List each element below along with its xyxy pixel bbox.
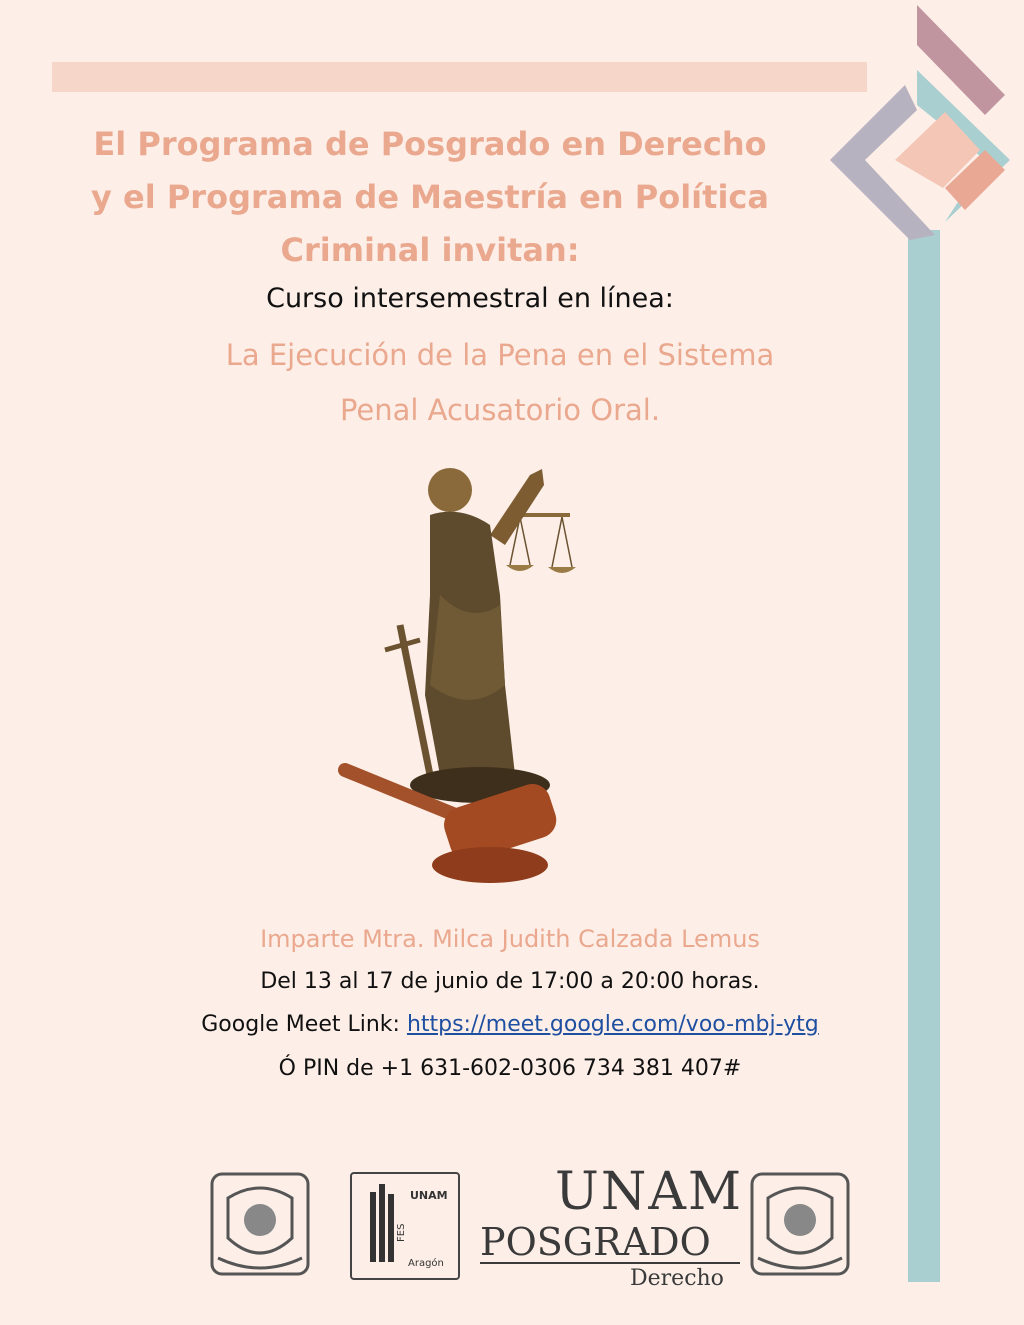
- unam-wordmark: UNAM: [555, 1162, 744, 1222]
- unam-posgrado-logo: [480, 1160, 750, 1300]
- title-line: El Programa de Posgrado en Derecho: [93, 125, 767, 163]
- speaker-line: Imparte Mtra. Milca Judith Calzada Lemus: [260, 925, 760, 953]
- vertical-decorative-bar: [908, 230, 940, 1282]
- invitation-title: [60, 118, 800, 277]
- meet-line: [150, 1012, 870, 1037]
- course-title: [150, 328, 850, 438]
- meet-link[interactable]: https://meet.google.com/voo-mbj-ytg: [406, 1012, 819, 1037]
- geometric-decoration: [825, 0, 1024, 240]
- title-line: Criminal invitan:: [280, 231, 580, 269]
- title-line: y el Programa de Maestría en Política: [91, 178, 769, 216]
- course-type: Curso intersemestral en línea:: [266, 283, 674, 314]
- dates-line: Del 13 al 17 de junio de 17:00 a 20:00 horas.: [260, 969, 760, 994]
- derecho-wordmark: Derecho: [630, 1266, 724, 1291]
- meet-label: Google Meet Link:: [201, 1012, 407, 1037]
- posgrado-wordmark: POSGRADO: [480, 1220, 711, 1264]
- fes-aragon-text: Aragón: [408, 1258, 444, 1269]
- logos-row: [200, 1160, 850, 1300]
- fes-building-icon: [352, 1174, 458, 1278]
- fes-text: FES: [396, 1223, 407, 1242]
- pin-line: Ó PIN de +1 631-602-0306 734 381 407#: [278, 1056, 742, 1081]
- logo-divider: [480, 1262, 740, 1264]
- course-title-line: Penal Acusatorio Oral.: [339, 393, 661, 427]
- unam-seal-logo-right: [748, 1168, 852, 1280]
- top-decorative-bar: [52, 62, 867, 92]
- fes-aragon-logo: [350, 1172, 460, 1280]
- unam-seal-logo: [208, 1168, 312, 1280]
- course-title-line: La Ejecución de la Pena en el Sistema: [225, 338, 775, 372]
- lady-justice-statue-image: [330, 455, 590, 900]
- fes-unam-text: UNAM: [410, 1189, 448, 1202]
